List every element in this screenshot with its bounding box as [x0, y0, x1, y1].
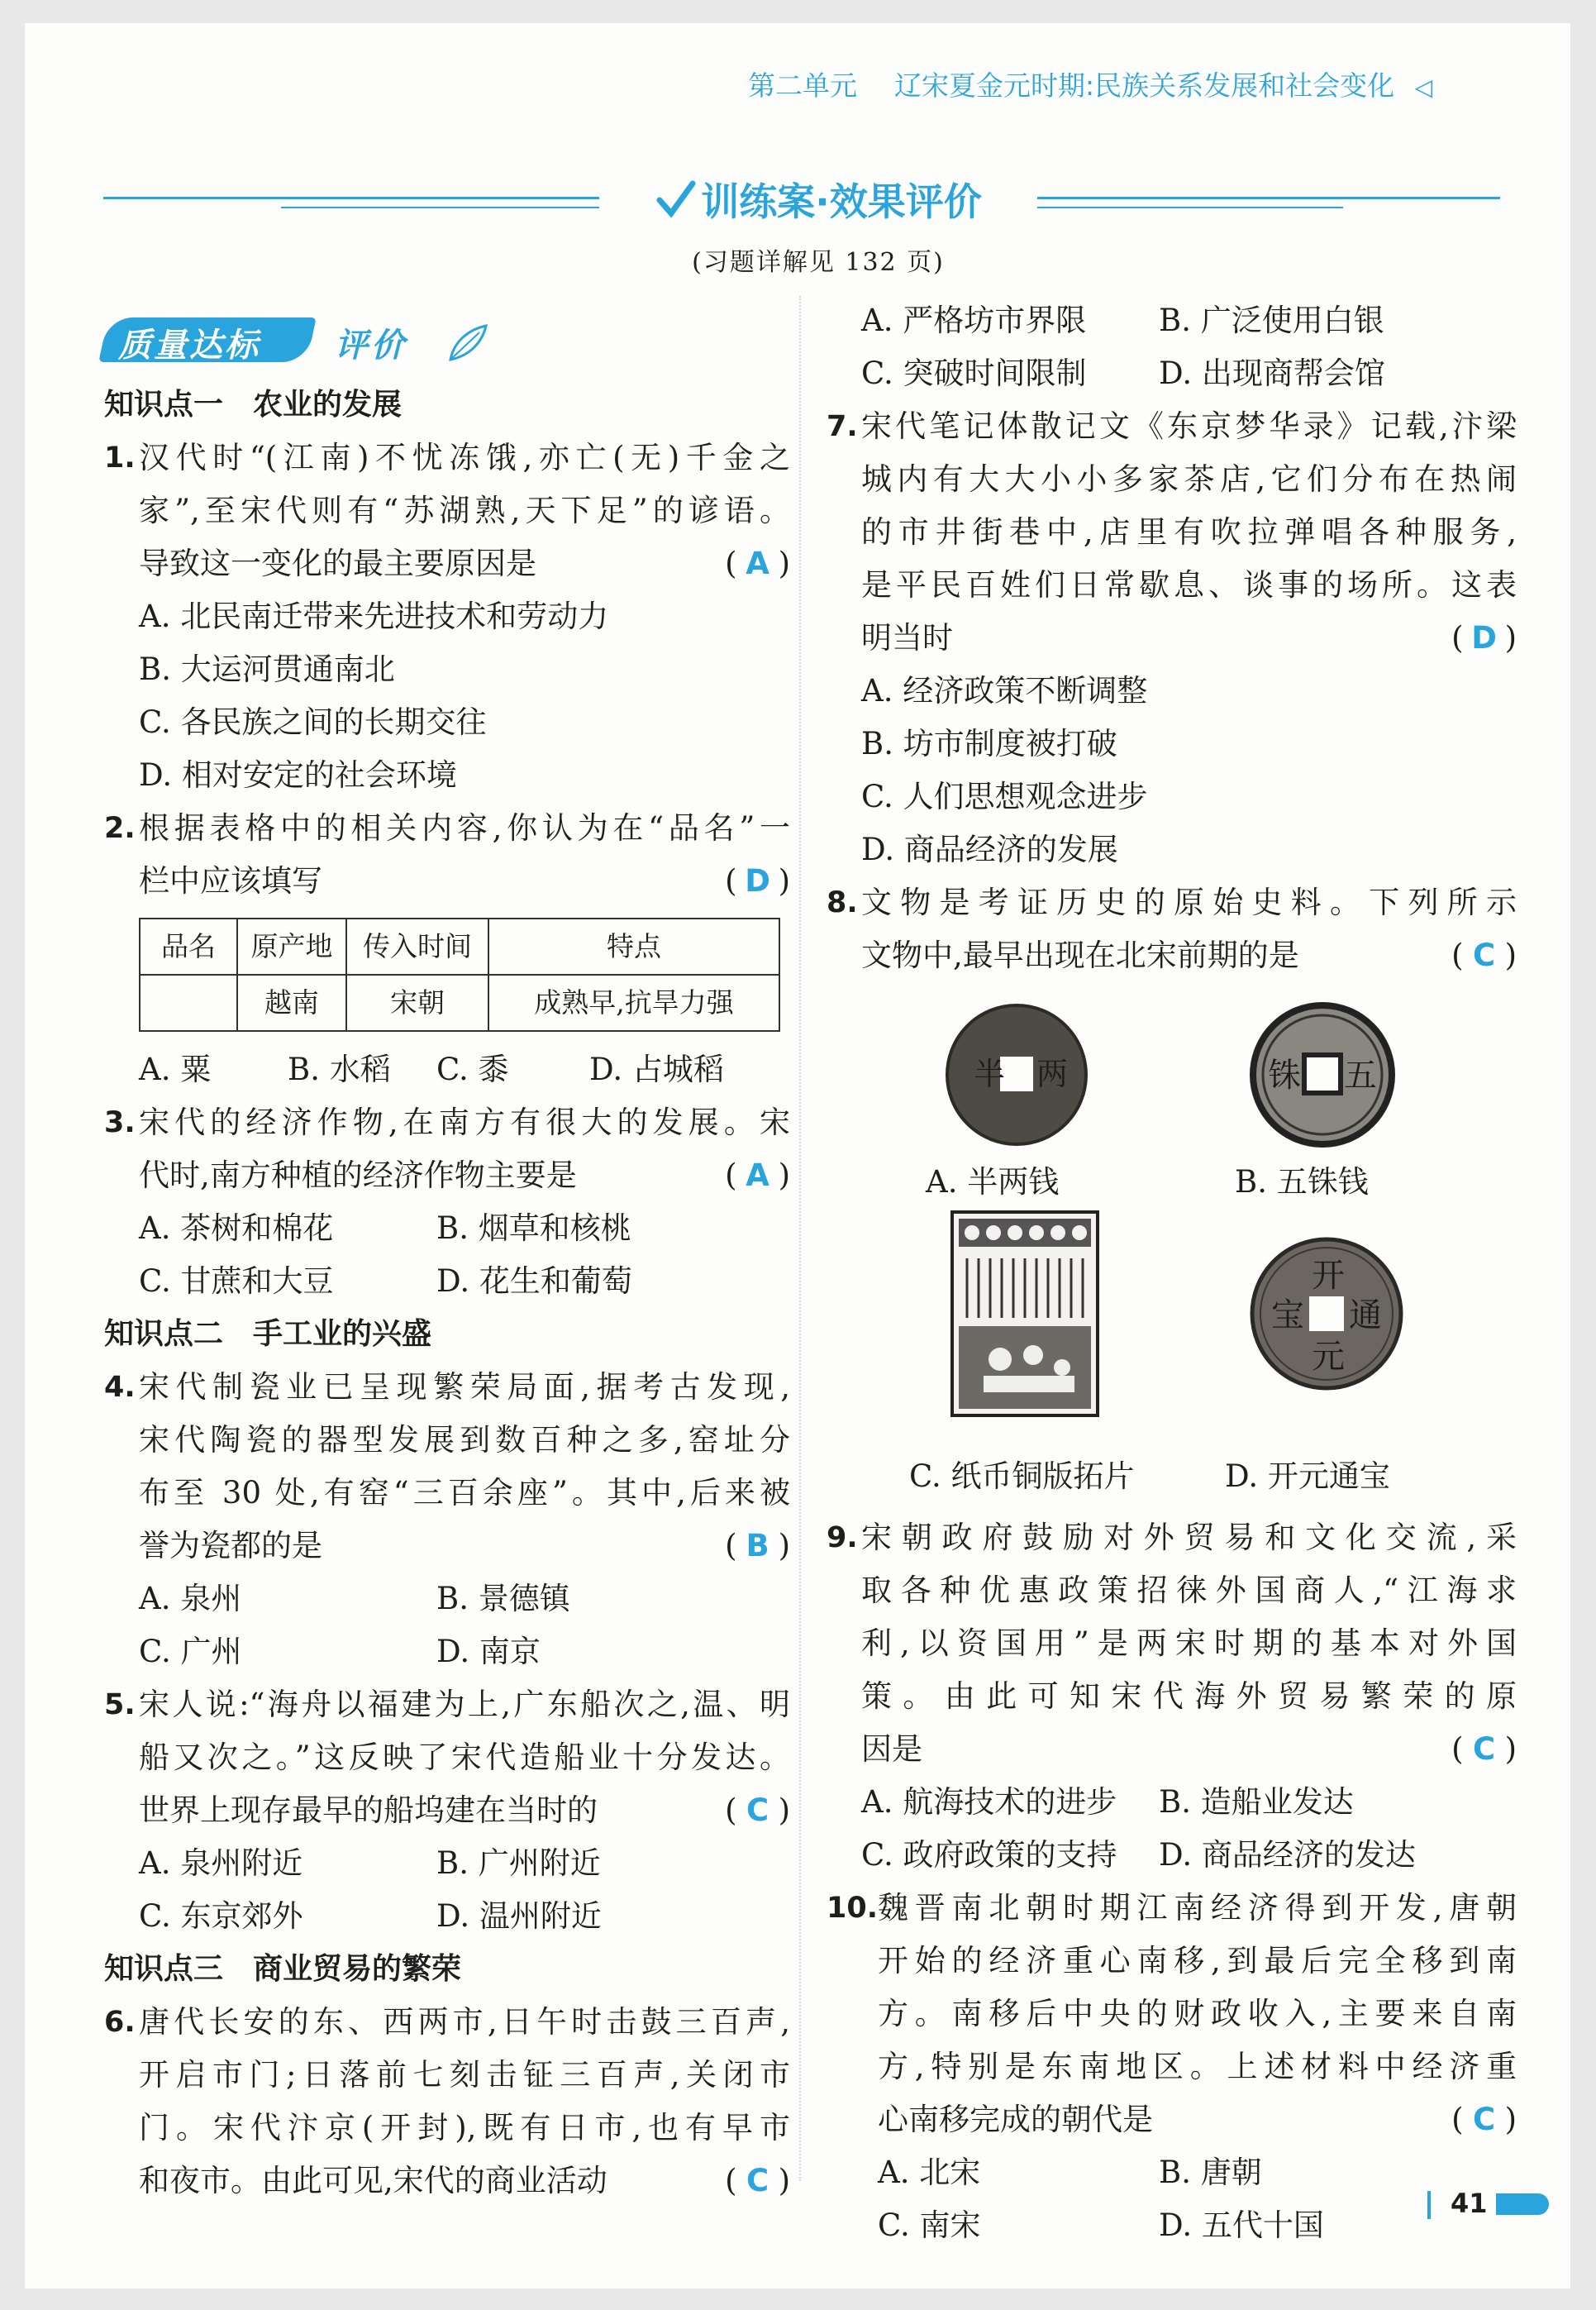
question-text: 根据表格中的相关内容,你认为在“品名”一: [139, 810, 790, 846]
answer-letter: C: [1472, 938, 1496, 973]
coin-d-char-left: 宝: [1271, 1296, 1304, 1334]
option: A. 泉州附近: [139, 1845, 303, 1881]
answer-box: ( D ): [725, 855, 790, 908]
paper-money-rubbing-image: [950, 1210, 1099, 1417]
options-q4: [104, 1573, 790, 1678]
option-row: [139, 1043, 790, 1096]
option: A. 粟: [139, 1052, 212, 1087]
question-text-tail: 导致这一变化的最主要原因是: [139, 546, 536, 581]
coin-d-char-top: 开: [1312, 1257, 1345, 1295]
option: D. 占城稻: [589, 1052, 724, 1087]
question-text: 宋代的经济作物,在南方有很大的发展。宋: [139, 1105, 790, 1140]
option: C. 南宋: [878, 2207, 981, 2243]
option: A. 北民南迁带来先进技术和劳动力: [139, 599, 609, 634]
table-cell-blank: [140, 975, 237, 1031]
knowledge-point-2: 知识点二 手工业的兴盛: [104, 1317, 432, 1351]
option: C. 突破时间限制: [861, 356, 1087, 391]
option: D. 商品经济的发达: [1159, 1837, 1416, 1873]
coin-d-char-right: 通: [1349, 1296, 1382, 1334]
question-10: [827, 1882, 1517, 2146]
question-text: [139, 1149, 790, 1202]
question-text: [861, 929, 1517, 982]
wu-zhu-coin-image: [1248, 1000, 1397, 1149]
coin-a-char-left: 半: [974, 1056, 1006, 1092]
option: D. 南京: [436, 1634, 541, 1669]
table-cell: 传入时间: [346, 919, 488, 975]
option: B. 广州附近: [436, 1845, 601, 1881]
question-text: [878, 2093, 1517, 2146]
question-text: 策。由此可知宋代海外贸易繁荣的原: [861, 1678, 1517, 1714]
answer-letter: A: [746, 546, 769, 581]
column-divider: [799, 296, 801, 2181]
question-number: 7.: [827, 410, 858, 443]
coin-b-char-right: 五: [1344, 1057, 1377, 1095]
option: C. 广州: [139, 1634, 242, 1669]
question-text-tail: 文物中,最早出现在北宋前期的是: [861, 938, 1299, 973]
question-number: 6.: [104, 2006, 136, 2039]
badge-main-text: 质量达标: [118, 327, 260, 365]
option: B. 大运河贯通南北: [139, 651, 395, 687]
knowledge-point-1: 知识点一 农业的发展: [104, 388, 403, 422]
options-q5: [104, 1837, 790, 1943]
question-9: [827, 1511, 1517, 1776]
coin-d-char-bottom: 元: [1312, 1338, 1345, 1376]
right-column: [827, 294, 1517, 2252]
question-text: 船又次之。”这反映了宋代造船业十分发达。: [139, 1740, 790, 1775]
option: D. 商品经济的发展: [861, 832, 1118, 867]
page-tab-decoration: [1496, 2193, 1549, 2215]
question-text: 宋朝政府鼓励对外贸易和文化交流,采: [861, 1520, 1517, 1555]
option: C. 甘蔗和大豆: [139, 1263, 334, 1299]
question-text: [139, 2155, 790, 2207]
option: D. 五代十国: [1159, 2207, 1324, 2243]
question-text-tail: 明当时: [861, 620, 953, 656]
answer-letter: C: [746, 2163, 769, 2198]
option: A. 泉州: [139, 1581, 242, 1616]
coin-a-char-right: 两: [1036, 1056, 1069, 1092]
options-q3: [104, 1202, 790, 1308]
answer-box: ( A ): [725, 537, 790, 590]
caption-d: D. 开元通宝: [1225, 1458, 1390, 1494]
question-number: 10.: [827, 1892, 879, 1925]
option-row: [861, 1776, 1517, 1829]
option-row: [139, 1837, 790, 1890]
question-text: 宋代陶瓷的器型发展到数百种之多,窑址分: [139, 1422, 790, 1458]
answer-box: ( C ): [1451, 2093, 1517, 2146]
question-text: 方,特别是东南地区。上述材料中经济重: [878, 2049, 1517, 2084]
option: C. 各民族之间的长期交往: [139, 704, 487, 740]
question-text: 魏晋南北朝时期江南经济得到开发,唐朝: [878, 1890, 1517, 1926]
question-text: 利,以资国用”是两宋时期的基本对外国: [861, 1625, 1517, 1661]
answer-letter: A: [746, 1157, 769, 1193]
option: A. 北宋: [878, 2155, 981, 2190]
question-text-tail: 代时,南方种植的经济作物主要是: [139, 1157, 577, 1193]
question-text: 文物是考证历史的原始史料。下列所示: [861, 885, 1517, 920]
option: C. 东京郊外: [139, 1898, 303, 1934]
option-row: [878, 2146, 1517, 2199]
options-q1: [104, 590, 790, 802]
answer-box: ( D ): [1451, 612, 1517, 665]
section-title-text: 训练案·效果评价: [701, 179, 982, 224]
question-text-tail: 誉为瓷都的是: [139, 1528, 322, 1563]
option: C. 人们思想观念进步: [861, 779, 1148, 814]
option-row: [139, 1202, 790, 1255]
question-number: 8.: [827, 886, 858, 919]
option: B. 水稻: [288, 1052, 391, 1087]
question-number: 1.: [104, 441, 136, 475]
triangle-left-icon: ◁: [1414, 74, 1433, 101]
answer-box: ( A ): [725, 1149, 790, 1202]
question-text: [139, 1520, 790, 1573]
question-number: 3.: [104, 1106, 136, 1139]
left-column: [104, 379, 790, 2207]
question-text: [139, 855, 790, 908]
answer-letter: B: [746, 1528, 769, 1563]
question-1: [104, 432, 790, 590]
question-text-tail: 心南移完成的朝代是: [878, 2102, 1153, 2137]
option: D. 温州附近: [436, 1898, 602, 1934]
question-text: 方。南移后中央的财政收入,主要来自南: [878, 1996, 1517, 2031]
answer-box: ( C ): [725, 1784, 790, 1837]
question-text: [861, 612, 1517, 665]
option: B. 广泛使用白银: [1159, 303, 1384, 338]
options-q7: [827, 665, 1517, 876]
option: D. 相对安定的社会环境: [139, 757, 457, 793]
question-text: 唐代长安的东、西两市,日午时击鼓三百声,: [139, 2004, 790, 2040]
answer-letter: D: [745, 863, 770, 899]
option: D. 出现商帮会馆: [1159, 356, 1385, 391]
answer-box: ( C ): [1451, 929, 1517, 982]
answer-box: ( C ): [1451, 1723, 1517, 1776]
title-rule-left: [103, 197, 599, 199]
badge-sub-text: 评价: [335, 327, 407, 365]
answer-letter: D: [1471, 620, 1497, 656]
question-text: 取各种优惠政策招徕外国商人,“江海求: [861, 1573, 1517, 1608]
options-q10: [827, 2146, 1517, 2252]
options-q9: [827, 1776, 1517, 1882]
question-text: 家”,至宋代则有“苏湖熟,天下足”的谚语。: [139, 493, 790, 528]
section-title: [603, 172, 1033, 230]
quality-badge: [103, 313, 492, 372]
option: B. 坊市制度被打破: [861, 726, 1117, 761]
option: B. 景德镇: [436, 1581, 570, 1616]
caption-b: B. 五铢钱: [1235, 1164, 1369, 1200]
question-4: [104, 1361, 790, 1573]
option: C. 政府政策的支持: [861, 1837, 1117, 1873]
question-5: [104, 1678, 790, 1837]
option-row: [861, 1829, 1517, 1882]
question-number: 5.: [104, 1688, 136, 1721]
running-header: [748, 64, 1529, 106]
option-row: [139, 1573, 790, 1625]
question-number: 2.: [104, 812, 136, 845]
question-number: 9.: [827, 1521, 858, 1554]
question-text: [139, 1784, 790, 1837]
question-text: 的市井街巷中,店里有吹拉弹唱各种服务,: [861, 514, 1517, 550]
table-header-row: [140, 919, 779, 975]
question-7: [827, 400, 1517, 665]
table-cell: 品名: [140, 919, 237, 975]
question-number: 4.: [104, 1371, 136, 1404]
option-row: [139, 1255, 790, 1308]
checkmark-icon: [655, 179, 696, 220]
question-2: [104, 802, 790, 908]
kaiyuan-tongbao-coin-image: [1248, 1235, 1405, 1392]
question-text: 开始的经济重心南移,到最后完全移到南: [878, 1943, 1517, 1978]
question-text: 开启市门;日落前七刻击钲三百声,关闭市: [139, 2057, 790, 2093]
question-6: [104, 1996, 790, 2207]
option-row: [139, 1890, 790, 1943]
option: A. 严格坊市界限: [861, 303, 1087, 338]
option-row: [878, 2199, 1517, 2252]
answer-box: ( C ): [725, 2155, 790, 2207]
question-text: 汉代时“(江南)不忧冻饿,亦亡(无)千金之: [139, 440, 790, 475]
unit-title: 辽宋夏金元时期:民族关系发展和社会变化: [894, 69, 1395, 102]
title-rule-left-thin: [281, 207, 599, 208]
option: B. 烟草和核桃: [436, 1210, 631, 1246]
page-number: 41: [1451, 2188, 1488, 2219]
question-3: [104, 1096, 790, 1202]
table-cell: 特点: [488, 919, 779, 975]
option: A. 航海技术的进步: [861, 1784, 1117, 1820]
question-text: 宋代笔记体散记文《东京梦华录》记载,汴梁: [861, 408, 1517, 444]
option: B. 造船业发达: [1159, 1784, 1354, 1820]
options-q2: [104, 1043, 790, 1096]
option-row: [861, 347, 1517, 400]
option: A. 茶树和棉花: [139, 1210, 334, 1246]
question-text: 城内有大大小小多家茶店,它们分布在热闹: [861, 461, 1517, 497]
question-text: 布至 30 处,有窑“三百余座”。其中,后来被: [139, 1475, 790, 1511]
leaf-icon: [446, 322, 488, 364]
title-rule-right: [1037, 197, 1500, 199]
question-text-tail: 因是: [861, 1731, 922, 1767]
answer-letter: C: [746, 1792, 769, 1828]
page-number-bar: [1427, 2191, 1431, 2219]
table-cell: 宋朝: [346, 975, 488, 1031]
artifact-images: [860, 982, 1517, 1511]
question-text: 是平民百姓们日常歇息、谈事的场所。这表: [861, 567, 1517, 603]
option-row: [861, 294, 1517, 347]
page: [25, 23, 1570, 2289]
option: B. 唐朝: [1159, 2155, 1262, 2190]
question-text: [139, 537, 790, 590]
answer-letter: C: [1472, 2102, 1496, 2137]
question-text: 宋代制瓷业已呈现繁荣局面,据考古发现,: [139, 1369, 790, 1405]
table-row: [140, 975, 779, 1031]
answer-box: ( B ): [725, 1520, 790, 1573]
title-rule-right-thin: [1037, 207, 1343, 208]
grain-table: [139, 918, 780, 1032]
question-8: [827, 876, 1517, 982]
caption-a: A. 半两钱: [926, 1164, 1060, 1200]
question-text-tail: 栏中应该填写: [139, 863, 322, 899]
ban-liang-coin-image: [942, 1000, 1091, 1149]
option: A. 经济政策不断调整: [861, 673, 1148, 709]
table-cell: 越南: [237, 975, 346, 1031]
knowledge-point-3: 知识点三 商业贸易的繁荣: [104, 1952, 462, 1986]
question-text: 宋人说:“海舟以福建为上,广东船次之,温、明: [139, 1687, 790, 1722]
table-cell: 成熟早,抗旱力强: [488, 975, 779, 1031]
caption-c: C. 纸币铜版拓片: [909, 1458, 1135, 1494]
option: D. 花生和葡萄: [436, 1263, 632, 1299]
question-text: 门。宋代汴京(开封),既有日市,也有早市: [139, 2110, 790, 2145]
option: C. 黍: [436, 1052, 509, 1087]
question-text-tail: 和夜市。由此可见,宋代的商业活动: [139, 2163, 607, 2198]
answer-reference-note: (习题详解见 132 页): [692, 248, 945, 277]
table-cell: 原产地: [237, 919, 346, 975]
answer-letter: C: [1472, 1731, 1496, 1767]
coin-b-char-left: 铢: [1268, 1057, 1301, 1095]
question-text-tail: 世界上现存最早的船坞建在当时的: [139, 1792, 598, 1828]
option-row: [139, 1625, 790, 1678]
unit-label: 第二单元: [748, 69, 857, 102]
question-text: [861, 1723, 1517, 1776]
options-q6: [827, 294, 1517, 400]
